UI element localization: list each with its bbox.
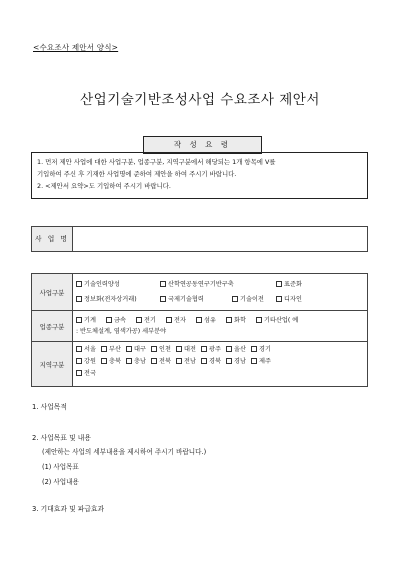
option-label: 대전 xyxy=(184,346,196,353)
checkbox[interactable] xyxy=(101,346,107,352)
option-label: 기술이전 xyxy=(240,296,264,303)
checkbox[interactable] xyxy=(176,358,182,364)
option-label: 전북 xyxy=(159,358,171,365)
checkbox[interactable] xyxy=(76,317,82,323)
checkbox[interactable] xyxy=(196,317,202,323)
business-name-field[interactable] xyxy=(73,227,367,251)
option-label: 인천 xyxy=(159,346,171,353)
option-label: 경기 xyxy=(259,346,271,353)
option-label: 대구 xyxy=(134,346,146,353)
guide-box xyxy=(31,152,368,199)
checkbox[interactable] xyxy=(160,281,166,287)
option-label: 국제기술협력 xyxy=(168,296,204,303)
document-title: 산업기술기반조성사업 수요조사 제안서 xyxy=(80,92,320,108)
checkbox[interactable] xyxy=(226,358,232,364)
option-label: 경북 xyxy=(209,358,221,365)
industry-detail-note: : 반도체설계, 염색가공) 세부분야 xyxy=(76,328,167,335)
industry-category-label: 업종구분 xyxy=(32,311,73,341)
form-label: <수요조사 제안서 양식> xyxy=(33,43,119,52)
option-label: 산학연공동연구기반구축 xyxy=(168,281,234,288)
option-label: 충북 xyxy=(109,358,121,365)
option-label: 제주 xyxy=(259,358,271,365)
checkbox[interactable] xyxy=(106,317,112,323)
business-category-label: 사업구분 xyxy=(32,274,73,310)
option-label: 디자인 xyxy=(284,296,302,303)
section-2-subheading-content: (2) 사업내용 xyxy=(42,478,79,486)
checkbox[interactable] xyxy=(276,296,282,302)
guide-header: 작 성 요 령 xyxy=(143,136,262,154)
region-category-row xyxy=(32,342,367,386)
business-name-table xyxy=(31,226,368,252)
business-category-row xyxy=(32,274,367,311)
section-1-heading: 1. 사업목적 xyxy=(32,403,67,411)
checkbox[interactable] xyxy=(76,370,82,376)
option-label: 금속 xyxy=(114,317,126,324)
checkbox[interactable] xyxy=(76,346,82,352)
option-label: 기계 xyxy=(84,317,96,324)
checkbox[interactable] xyxy=(251,346,257,352)
option-label: 정보화(전자상거래) xyxy=(84,296,137,303)
checkbox[interactable] xyxy=(76,281,82,287)
checkbox[interactable] xyxy=(76,296,82,302)
checkbox[interactable] xyxy=(160,296,166,302)
industry-category-row xyxy=(32,311,367,342)
checkbox[interactable] xyxy=(136,317,142,323)
guide-line-1: 1. 먼저 제안 사업에 대한 사업구분, 업종구분, 지역구분에서 해당되는 1개 항목에 V를 xyxy=(37,158,276,166)
option-label: 전자 xyxy=(174,317,186,324)
option-label: 부산 xyxy=(109,346,121,353)
option-label: 화학 xyxy=(234,317,246,324)
region-category-label: 지역구분 xyxy=(32,342,73,386)
option-label: 경남 xyxy=(234,358,246,365)
option-label: 섬유 xyxy=(204,317,216,324)
section-2-note: (제안하는 사업의 세부내용을 제시하여 주시기 바랍니다.) xyxy=(42,448,207,456)
guide-line-3: 2. <제안서 요약>도 기입하여 주시기 바랍니다. xyxy=(37,182,171,190)
checkbox[interactable] xyxy=(226,346,232,352)
option-label: 전기 xyxy=(144,317,156,324)
option-label: 서울 xyxy=(84,346,96,353)
checkbox[interactable] xyxy=(126,346,132,352)
option-label: 전남 xyxy=(184,358,196,365)
option-label: 기타산업( 예 xyxy=(264,317,299,324)
checkbox[interactable] xyxy=(151,346,157,352)
option-label: 강원 xyxy=(84,358,96,365)
option-label: 기술인력양성 xyxy=(84,281,120,288)
checkbox[interactable] xyxy=(126,358,132,364)
option-label: 표준화 xyxy=(284,281,302,288)
checkbox[interactable] xyxy=(232,296,238,302)
checkbox[interactable] xyxy=(251,358,257,364)
checkbox[interactable] xyxy=(176,346,182,352)
checkbox[interactable] xyxy=(256,317,262,323)
checkbox[interactable] xyxy=(166,317,172,323)
option-label: 충남 xyxy=(134,358,146,365)
section-2-subheading-goal: (1) 사업목표 xyxy=(42,463,79,471)
checkbox[interactable] xyxy=(226,317,232,323)
business-name-label: 사 업 명 xyxy=(32,227,73,251)
option-label: 전국 xyxy=(84,370,96,377)
checkbox[interactable] xyxy=(276,281,282,287)
option-label: 울산 xyxy=(234,346,246,353)
guide-line-2: 기입하여 주신 후 기재한 사업명에 준하여 제안을 하여 주시기 바랍니다. xyxy=(37,170,237,178)
section-2-heading: 2. 사업목표 및 내용 xyxy=(32,434,91,442)
category-table xyxy=(31,273,368,387)
checkbox[interactable] xyxy=(201,346,207,352)
checkbox[interactable] xyxy=(76,358,82,364)
section-3-heading: 3. 기대효과 및 파급효과 xyxy=(32,505,105,513)
checkbox[interactable] xyxy=(101,358,107,364)
checkbox[interactable] xyxy=(151,358,157,364)
option-label: 광주 xyxy=(209,346,221,353)
checkbox[interactable] xyxy=(201,358,207,364)
